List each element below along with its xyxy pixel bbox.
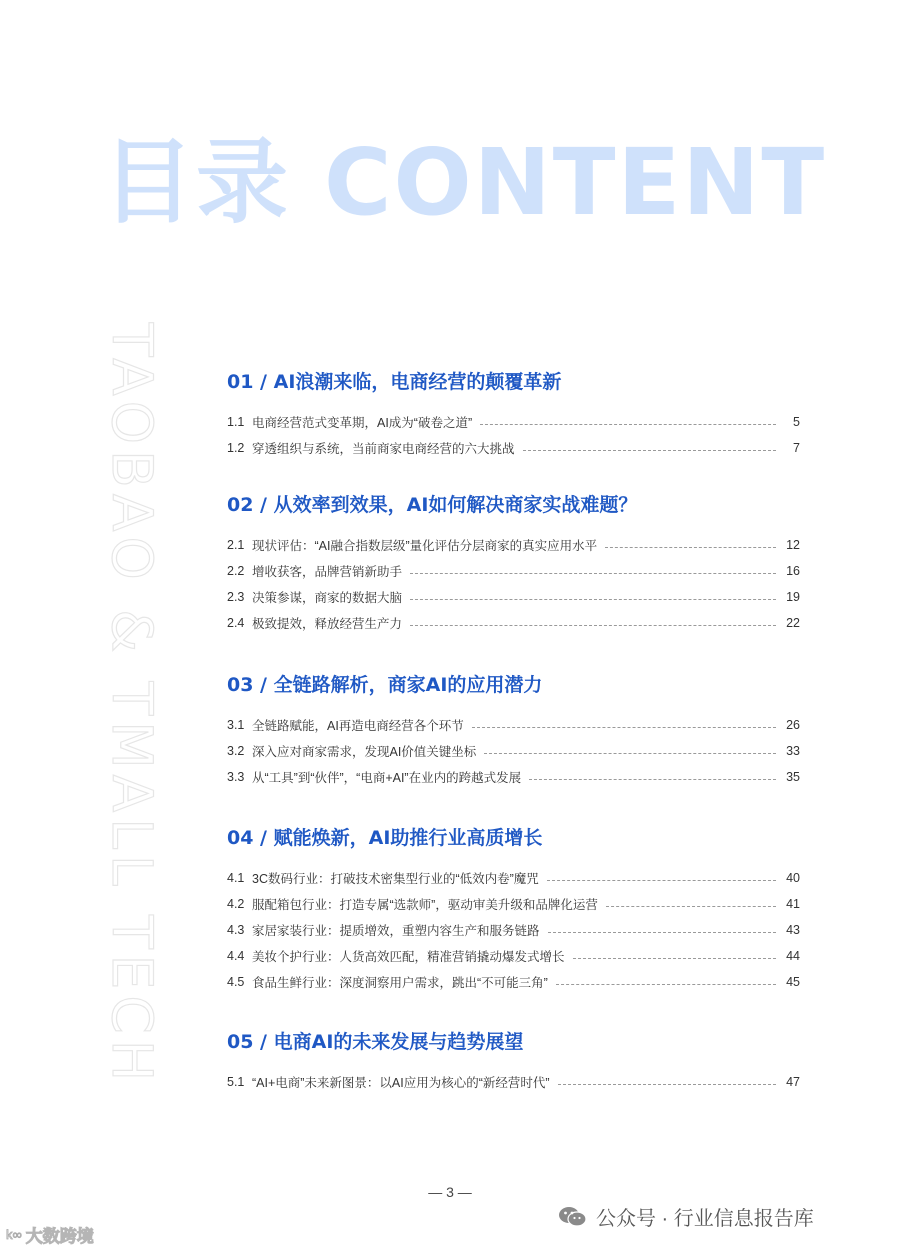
entry-number: 4.4 [227, 949, 245, 963]
entry-page: 45 [786, 975, 800, 989]
leader-dots [556, 984, 776, 985]
page-number: — 3 — [428, 1184, 472, 1200]
entry-page: 12 [786, 538, 800, 552]
watermark-left [6, 1222, 94, 1247]
leader-dots [606, 906, 776, 907]
entry-page: 44 [786, 949, 800, 963]
entry-number: 3.1 [227, 718, 245, 732]
leader-dots [410, 573, 776, 574]
entry-page: 19 [786, 590, 800, 604]
entry-text: 深入应对商家需求，发现AI价值关键坐标 [252, 745, 477, 759]
entry-number: 2.4 [227, 616, 245, 630]
watermark-right [558, 1202, 814, 1231]
entry-text: 电商经营范式变革期，AI成为“破卷之道” [252, 416, 473, 430]
toc-entry[interactable] [227, 865, 800, 891]
watermark-left-text: 大数跨境 [25, 1227, 94, 1246]
entry-number: 4.3 [227, 923, 245, 937]
entry-number: 3.3 [227, 770, 245, 784]
leader-dots [547, 880, 776, 881]
entry-text: 现状评估：“AI融合指数层级”量化评估分层商家的真实应用水平 [252, 539, 598, 553]
entry-text: 美妆个护行业：人货高效匹配，精准营销撬动爆发式增长 [252, 950, 565, 964]
entry-page: 33 [786, 744, 800, 758]
leader-dots [410, 625, 776, 626]
leader-dots [573, 958, 776, 959]
watermark-logo-icon: k∞ [6, 1227, 22, 1242]
entry-text: 家居家装行业：提质增效，重塑内容生产和服务链路 [252, 924, 540, 938]
toc-entry[interactable] [227, 712, 800, 738]
toc-entry[interactable] [227, 532, 800, 558]
toc-section-05 [227, 1029, 800, 1095]
entry-text: 增收获客，品牌营销新助手 [252, 565, 403, 579]
entry-number: 4.2 [227, 897, 245, 911]
toc-section-03 [227, 672, 800, 790]
entry-text: 3C数码行业：打破技术密集型行业的“低效内卷”魔咒 [252, 872, 539, 886]
toc-entry[interactable] [227, 738, 800, 764]
entry-number: 3.2 [227, 744, 245, 758]
toc-section-02 [227, 492, 800, 636]
entry-text: 食品生鲜行业：深度洞察用户需求，跳出“不可能三角” [252, 976, 548, 990]
entry-page: 47 [786, 1075, 800, 1089]
leader-dots [480, 424, 776, 425]
section-title: 01 / AI浪潮来临，电商经营的颠覆革新 [227, 371, 562, 393]
leader-dots [529, 779, 776, 780]
toc-entry[interactable] [227, 435, 800, 461]
entry-page: 40 [786, 871, 800, 885]
leader-dots [605, 547, 776, 548]
entry-number: 1.2 [227, 441, 245, 455]
section-title: 05 / 电商AI的未来发展与趋势展望 [227, 1031, 524, 1053]
entry-number: 1.1 [227, 415, 245, 429]
leader-dots [472, 727, 776, 728]
toc-entry[interactable] [227, 943, 800, 969]
section-title: 03 / 全链路解析，商家AI的应用潜力 [227, 674, 543, 696]
entry-page: 41 [786, 897, 800, 911]
entry-page: 22 [786, 616, 800, 630]
toc-entry[interactable] [227, 558, 800, 584]
page-title: 目录 CONTENT [102, 129, 827, 236]
entry-page: 35 [786, 770, 800, 784]
toc-entry[interactable] [227, 409, 800, 435]
entry-text: 服配箱包行业：打造专属“选款师”，驱动审美升级和品牌化运营 [252, 898, 598, 912]
entry-number: 2.1 [227, 538, 245, 552]
leader-dots [523, 450, 776, 451]
leader-dots [558, 1084, 776, 1085]
entry-number: 4.1 [227, 871, 245, 885]
entry-text: 决策参谋，商家的数据大脑 [252, 591, 403, 605]
toc-section-04 [227, 825, 800, 995]
leader-dots [484, 753, 776, 754]
section-title: 02 / 从效率到效果，AI如何解决商家实战难题？ [227, 494, 638, 516]
toc-section-01 [227, 369, 800, 461]
toc-entry[interactable] [227, 1069, 800, 1095]
entry-number: 2.2 [227, 564, 245, 578]
entry-text: 从“工具”到“伙伴”，“电商+AI”在业内的跨越式发展 [252, 771, 522, 785]
vertical-brand-text [101, 290, 163, 1120]
section-title: 04 / 赋能焕新，AI助推行业高质增长 [227, 827, 543, 849]
toc-entry[interactable] [227, 969, 800, 995]
toc-entry[interactable] [227, 891, 800, 917]
toc-entry[interactable] [227, 584, 800, 610]
entry-text: “AI+电商”未来新图景：以AI应用为核心的“新经营时代” [252, 1076, 550, 1090]
leader-dots [548, 932, 776, 933]
wechat-icon [558, 1205, 588, 1229]
toc-entry[interactable] [227, 917, 800, 943]
entry-page: 26 [786, 718, 800, 732]
toc-entry[interactable] [227, 764, 800, 790]
entry-number: 2.3 [227, 590, 245, 604]
watermark-right-text: 公众号 · 行业信息报告库 [596, 1208, 814, 1230]
entry-text: 穿透组织与系统，当前商家电商经营的六大挑战 [252, 442, 515, 456]
entry-number: 4.5 [227, 975, 245, 989]
entry-text: 全链路赋能，AI再造电商经营各个环节 [252, 719, 464, 733]
vertical-brand-label: TAOBAO & TMALL TECH [100, 322, 165, 1088]
entry-text: 极致提效，释放经营生产力 [252, 617, 403, 631]
entry-page: 5 [793, 415, 800, 429]
leader-dots [410, 599, 776, 600]
entry-page: 16 [786, 564, 800, 578]
entry-page: 43 [786, 923, 800, 937]
entry-number: 5.1 [227, 1075, 245, 1089]
entry-page: 7 [793, 441, 800, 455]
toc-entry[interactable] [227, 610, 800, 636]
